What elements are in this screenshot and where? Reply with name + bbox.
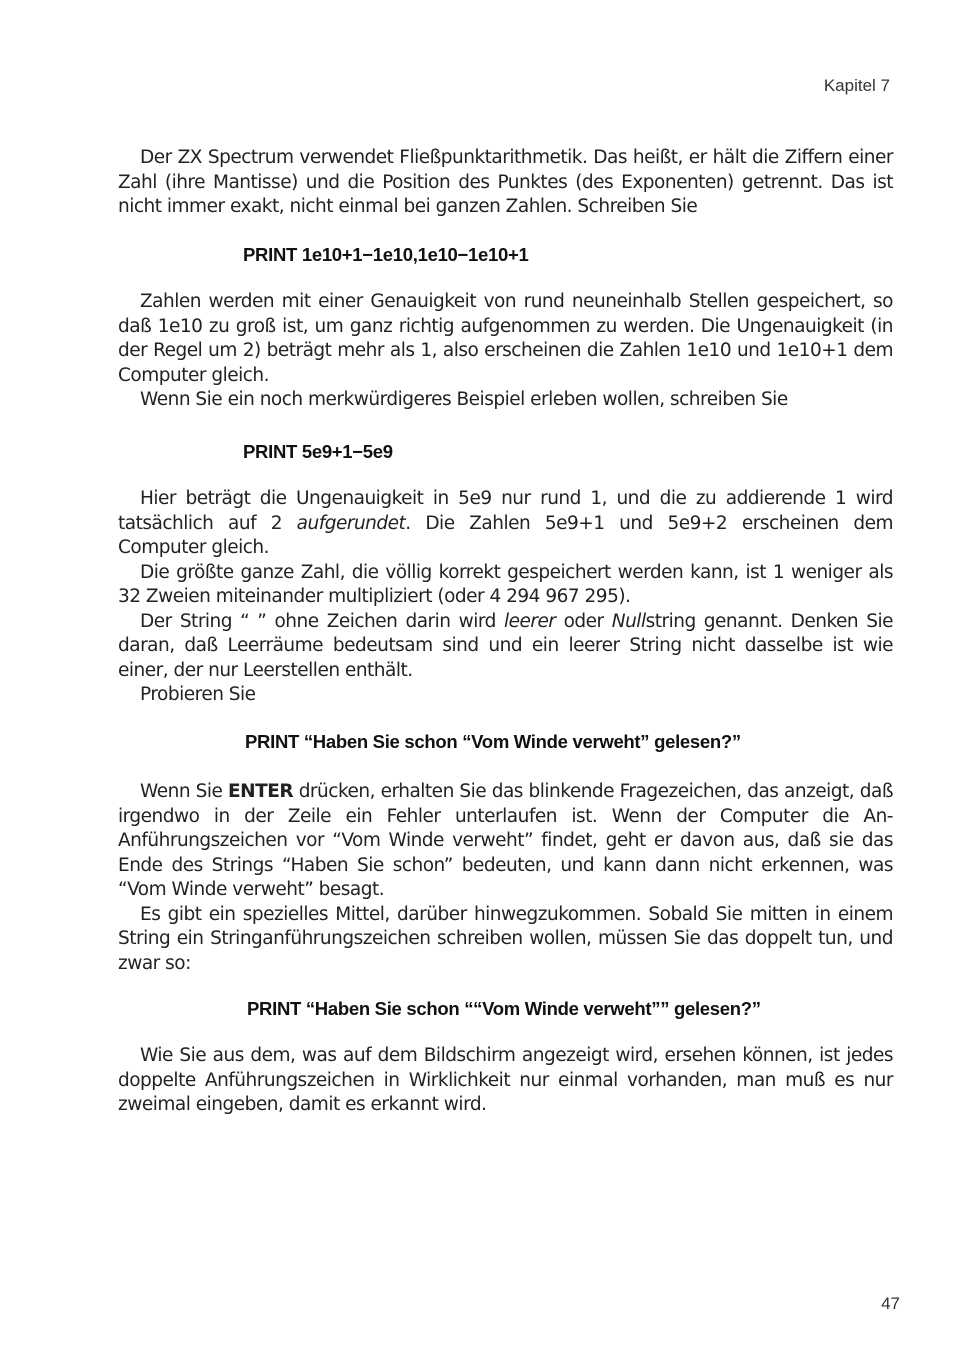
paragraph-4: Wenn Sie ENTER drücken, erhalten Sie das blinkende Fragezeichen, das anzeigt, daß irgendwo in der Zeile ein Fehler unterlaufen ist. Wenn der Computer die An-Anführungszeichen vor “Vom Winde verweht” findet, geht er davon aus, daß sie das Ende des Strings “Haben Sie schon” bedeuten, und kann dann nicht erkennen, was “Vom Winde verweht” besagt. Es gibt ein spezielles Mittel, darüber hinwegzukommen. Sobald Sie mitten in einem String ein Stringanführungszeichen schreiben wollen, müssen Sie das doppelt tun, und zwar so: — [118, 781, 893, 974]
chapter-header: Kapitel 7 — [823, 76, 890, 95]
code-line-1: PRINT 1e10+1−1e10,1e10−1e10+1 — [243, 244, 529, 265]
p8: Wenn Sie ENTER drücken, erhalten Sie das blinkende Fragezeichen, das anzeigt, daß irgendwo in der Zeile ein Fehler unterlaufen ist. Wenn der Computer die An-Anführungszeichen vor “Vom Winde verweht” findet, geht er davon aus, daß sie das Ende des Strings “Haben Sie schon” bedeuten, und kann dann nicht erkennen, was “Vom Winde verweht” besagt. — [118, 781, 893, 900]
code-line-2: PRINT 5e9+1−5e9 — [243, 441, 393, 462]
paragraph-2: Zahlen werden mit einer Genauigkeit von rund neuneinhalb Stellen gespeichert, so daß 1e10 zu groß ist, um ganz richtig aufgenommen zu werden. Die Ungenauigkeit (in der Regel um 2) beträgt mehr als 1, also erscheinen die Zahlen 1e10 und 1e10+1 dem Computer gleich. Wenn Sie ein noch merkwürdigeres Beispiel erleben wollen, schreiben Sie — [118, 291, 893, 410]
paragraph-3: Hier beträgt die Ungenauigkeit in 5e9 nur rund 1, und die zu addierende 1 wird tatsächlich auf 2 aufgerundet. Die Zahlen 5e9+1 und 5e9+2 erscheinen dem Computer gleich. Die größte ganze Zahl, die völlig korrekt gespeichert werden kann, ist 1 weniger als 32 Zweien miteinander multipliziert (oder 4 294 967 295). Der String “ ” ohne Zeichen darin wird leerer oder Nullstring genannt. Denken Sie daran, daß Leerräume bedeutsam sind und ein leerer String nicht dasselbe ist wie einer, der nur Leerstellen enthält. Probieren Sie — [118, 488, 893, 705]
p4: Hier beträgt die Ungenauigkeit in 5e9 nur rund 1, und die zu addierende 1 wird tatsächlich auf 2 aufgerundet. Die Zahlen 5e9+1 und 5e9+2 erscheinen dem Computer gleich. — [118, 488, 893, 558]
code-line-4: PRINT “Haben Sie schon ““Vom Winde verweht”” gelesen?” — [247, 998, 761, 1019]
paragraph-1: Der ZX Spectrum verwendet Fließpunktarithmetik. Das heißt, er hält die Ziffern einer Zahl (ihre Mantisse) und die Position des Punktes (des Exponenten) getrennt. Das ist nicht immer exakt, nicht einmal bei ganzen Zahlen. Schreiben Sie — [118, 147, 893, 217]
paragraph-5: Wie Sie aus dem, was auf dem Bildschirm angezeigt wird, ersehen können, ist jedes doppelte Anführungszeichen in Wirklichkeit nur einmal vorhanden, man muß es nur zweimal eingeben, damit es erkannt wird. — [118, 1045, 893, 1115]
code-line-3: PRINT “Haben Sie schon “Vom Winde verweht” gelesen?” — [245, 731, 741, 752]
page-number: 47 — [881, 1294, 900, 1313]
p6: Der String “ ” ohne Zeichen darin wird leerer oder Nullstring genannt. Denken Sie daran, daß Leerräume bedeutsam sind und ein leerer String nicht dasselbe ist wie einer, der nur Leerstellen enthält. — [118, 610, 893, 681]
